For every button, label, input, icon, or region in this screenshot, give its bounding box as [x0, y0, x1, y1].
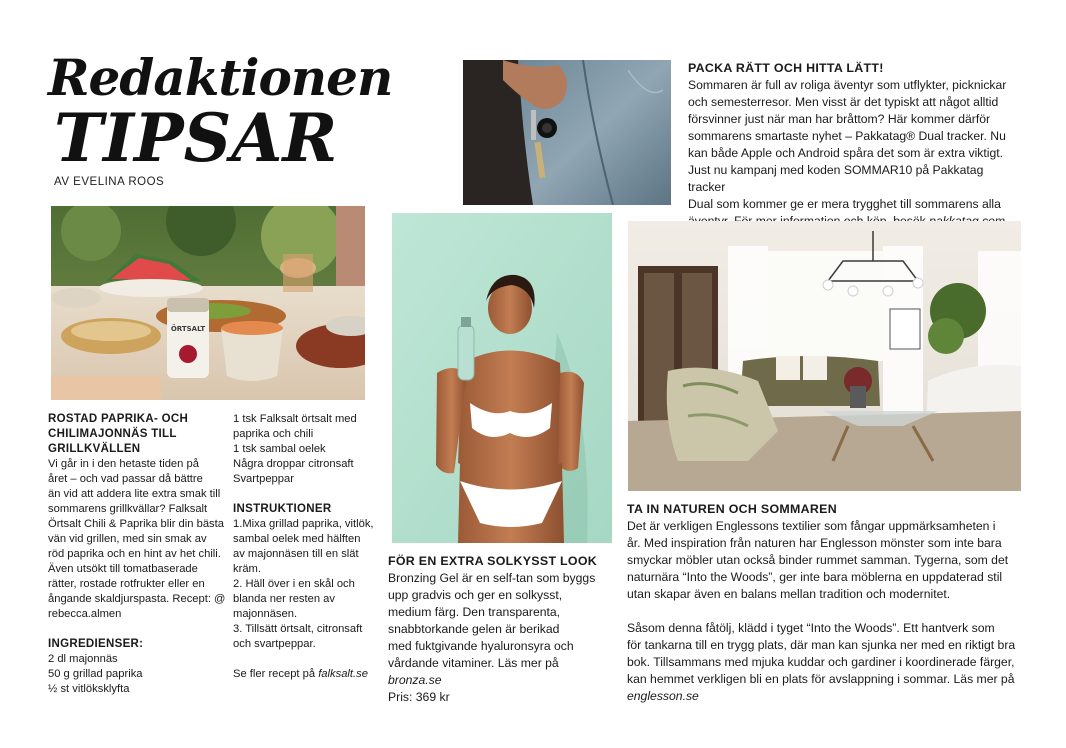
- nature-line: utan skapar även en balans mellan tradition och modernitet.: [627, 587, 951, 601]
- tan-line: medium färg. Den transparenta,: [388, 605, 561, 619]
- tan-line: snabbtorkande gelen är berikad: [388, 622, 560, 636]
- ingredients-list-left: [48, 652, 233, 697]
- recipe-photo: [51, 206, 365, 400]
- ingredient-item: ½ st vitlöksklyfta: [48, 683, 130, 695]
- tan-photo: [392, 213, 612, 543]
- byline: AV EVELINA ROOS: [54, 176, 165, 188]
- tracker-line: kan både Apple och Android spåra det som är extra viktigt.: [688, 146, 1004, 160]
- nature-para-2: [627, 620, 1027, 705]
- recipe-intro-line: rätter, rostade rotfrukter eller en: [48, 578, 205, 590]
- tracker-line: Sommaren är full av roliga äventyr som utflykter, picknickar: [688, 78, 1007, 92]
- ingredient-item: paprika och chili: [233, 428, 314, 440]
- nature-line: år. Med inspiration från naturen har Englesson mönster som inte bara: [627, 536, 1002, 550]
- falksalt-link[interactable]: falksalt.se: [318, 668, 368, 680]
- recipe-intro-line: Även utsökt till tomatbaserade: [48, 563, 198, 575]
- tracker-line: Dual som kommer ge er mera trygghet till sommarens alla: [688, 197, 1001, 211]
- recipe-heading-line: ROSTAD PAPRIKA- OCH: [48, 413, 189, 425]
- nature-heading: TA IN NATUREN OCH SOMMAREN: [627, 502, 837, 516]
- ingredient-item: Några droppar citronsaft: [233, 458, 354, 470]
- recipe-intro-line: Örtsalt Chili & Paprika blir din bästa: [48, 518, 224, 530]
- instruction-line: av majonnäsen till en slät: [233, 548, 359, 560]
- tracker-body: [688, 77, 1018, 230]
- recipe-intro-line: än vid att addera lite extra smak till: [48, 488, 221, 500]
- nature-line: naturnära “Into the Woods”, ger inte bara möblerna en uppdaterad stil: [627, 570, 1003, 584]
- nature-line: smyckar möbler utan också binder rummet samman. Tygerna, som det: [627, 553, 1009, 567]
- recipe-column-right: [233, 412, 383, 682]
- tan-line: vårdande vitaminer. Läs mer på: [388, 656, 559, 670]
- tracker-line: och semesterresor. Men visst är det typiskt att något alltid: [688, 95, 999, 109]
- more-recipes: [233, 667, 383, 682]
- bronza-link[interactable]: bronza.se: [388, 673, 442, 687]
- recipe-heading-line: GRILLKVÄLLEN: [48, 443, 141, 455]
- product-label: ÖRTSALT: [170, 325, 206, 333]
- instruction-line: sambal oelek med hälften: [233, 533, 361, 545]
- ingredient-item: 1 tsk Falksalt örtsalt med: [233, 413, 357, 425]
- nature-para-1: [627, 518, 1027, 603]
- ingredient-item: 2 dl majonnäs: [48, 653, 118, 665]
- ingredient-item: 50 g grillad paprika: [48, 668, 143, 680]
- recipe-intro-line: Vi går in i den hetaste tiden på: [48, 458, 199, 470]
- magazine-title: Redaktionen: [48, 48, 393, 107]
- recipe-intro: [48, 457, 233, 622]
- recipe-intro-line: rebecca.almen: [48, 608, 122, 620]
- tracker-photo: [463, 60, 671, 205]
- ingredients-heading: INGREDIENSER:: [48, 638, 144, 650]
- englesson-link[interactable]: englesson.se: [627, 689, 699, 703]
- instructions-list: [233, 517, 383, 652]
- nature-line: kan hemmet verkligen bli en plats för avslappning i sommar. Läs mer på: [627, 672, 1015, 686]
- tracker-line: Just nu kampanj med koden SOMMAR10 på Pakkatag tracker: [688, 163, 984, 194]
- ingredient-item: Svartpeppar: [233, 473, 294, 485]
- tan-price: Pris: 369 kr: [388, 690, 450, 704]
- recipe-column-left: [48, 412, 233, 697]
- recipe-intro-line: sommarens grillkvällar? Falksalt: [48, 503, 208, 515]
- instruction-line: blanda ner resten av: [233, 593, 335, 605]
- recipe-heading-line: CHILIMAJONNÄS TILL: [48, 428, 177, 440]
- instruction-line: majonnäsen.: [233, 608, 298, 620]
- instruction-line: 3. Tillsätt örtsalt, citronsaft: [233, 623, 363, 635]
- tracker-line: sommarens smartaste nyhet – Pakkatag® Dual tracker. Nu: [688, 129, 1006, 143]
- tracker-heading: PACKA RÄTT OCH HITTA LÄTT!: [688, 61, 884, 75]
- more-recipes-text: Se fler recept på: [233, 668, 319, 680]
- instruction-line: 2. Häll över i en skål och: [233, 578, 355, 590]
- instruction-line: och svartpeppar.: [233, 638, 316, 650]
- recipe-intro-line: vän vid grillen, med sin smak av: [48, 533, 207, 545]
- nature-article: [627, 501, 1027, 705]
- living-room-photo: [628, 221, 1021, 491]
- tan-line: med fuktgivande hyaluronsyra och: [388, 639, 574, 653]
- nature-line: för tankarna till en trygg plats, där man kan sjunka ner med en riktigt bra: [627, 638, 1016, 652]
- nature-line: Det är verkligen Englessons textilier som fångar uppmärksamheten i: [627, 519, 996, 533]
- recipe-heading: [48, 412, 233, 457]
- tan-line: upp gradvis och ger en solkysst,: [388, 588, 563, 602]
- recipe-intro-line: året – och vad passar då bättre: [48, 473, 203, 485]
- tracker-line: försvinner just när man har bråttom? Här kommer därför: [688, 112, 991, 126]
- tan-heading: FÖR EN EXTRA SOLKYSST LOOK: [388, 554, 598, 568]
- recipe-intro-line: röd paprika och en hint av het chili.: [48, 548, 221, 560]
- instruction-line: kräm.: [233, 563, 261, 575]
- tracker-article: [688, 60, 1018, 230]
- tan-line: Bronzing Gel är en self-tan som byggs: [388, 571, 596, 585]
- instruction-line: 1.Mixa grillad paprika, vitlök,: [233, 518, 374, 530]
- ingredients-list-right: [233, 412, 383, 487]
- nature-line: Såsom denna fåtölj, klädd i tyget “Into the Woods”. Ett hantverk som: [627, 621, 995, 635]
- recipe-intro-line: ångande skaldjurspasta. Recept: @: [48, 593, 226, 605]
- tan-article: [388, 553, 618, 706]
- ingredient-item: 1 tsk sambal oelek: [233, 443, 326, 455]
- magazine-subtitle: TIPSAR: [54, 99, 338, 177]
- tan-body: [388, 570, 618, 706]
- nature-line: bok. Tillsammans med mjuka kuddar och gardiner i koordinerade färger,: [627, 655, 1015, 669]
- instructions-heading: INSTRUKTIONER: [233, 503, 332, 515]
